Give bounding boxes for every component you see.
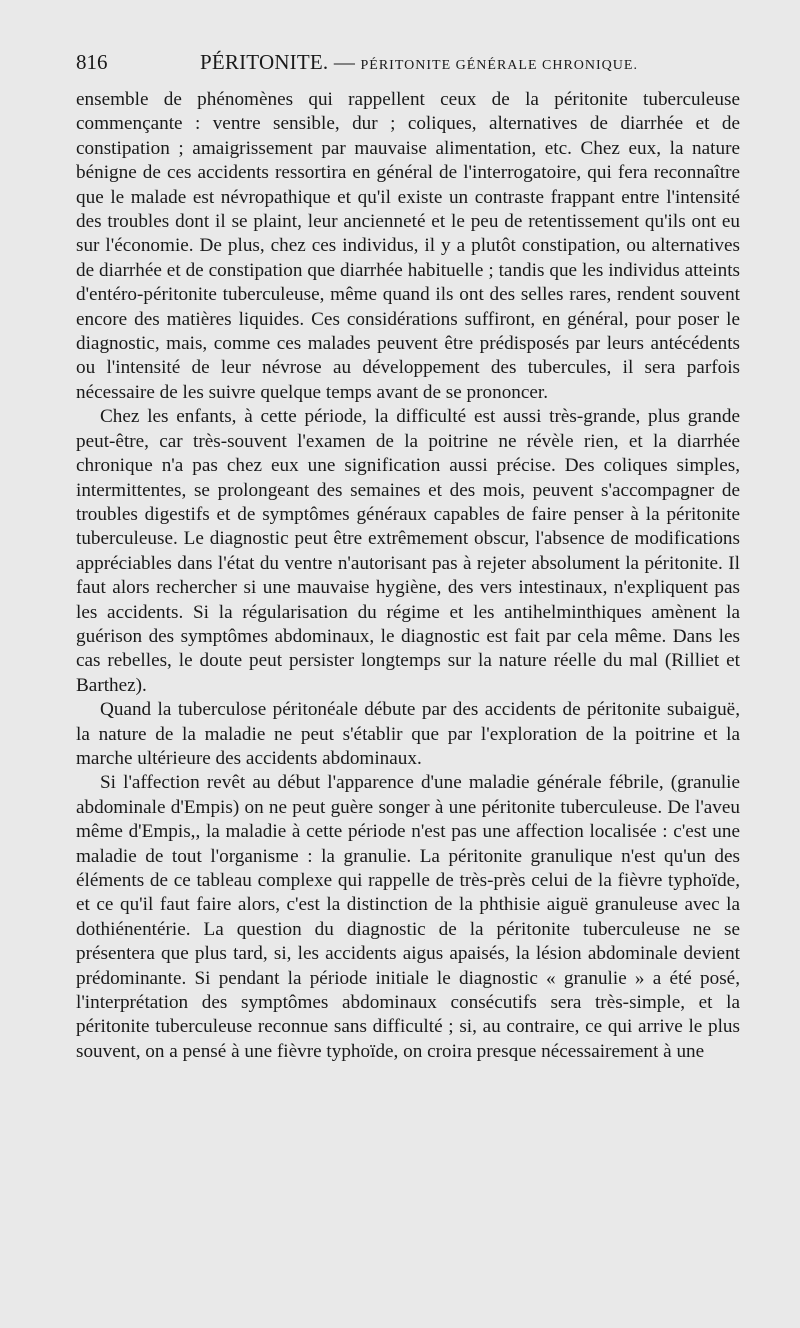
body-text xyxy=(76,88,740,1064)
paragraph-2: Chez les enfants, à cette période, la difficulté est aussi très-grande, plus grande peut-être, car très-souvent l'examen de la poitrine ne révèle rien, et la diarrhée chronique n'a pas chez eux une signification aussi précise. Des coliques simples, intermittentes, se prolongeant des semaines et des mois, peuvent s'accompagner de troubles digestifs et de symptômes généraux capables de faire penser à la péritonite tuberculeuse. Le diagnostic peut être extrêmement obscur, l'absence de modifications appréciables dans l'état du ventre n'autorisant pas à rejeter absolument la péritonite. Il faut alors rechercher si une mauvaise hygiène, des vers intestinaux, n'expliquent pas les accidents. Si la régularisation du régime et les antihelminthiques amènent la guérison des symptômes abdominaux, le diagnostic est fait par cela même. Dans les cas rebelles, le doute peut persister longtemps sur la nature réelle du mal (Rilliet et Barthez). xyxy=(76,406,740,696)
paragraph-3: Quand la tuberculose péritonéale débute par des accidents de péritonite subaiguë, la nature de la maladie ne peut s'établir que par l'exploration de la poitrine et la marche ultérieure des accidents abdominaux. xyxy=(76,699,740,769)
paragraph-4: Si l'affection revêt au début l'apparence d'une maladie générale fébrile, (granulie abdominale d'Empis) on ne peut guère songer à une péritonite tuberculeuse. De l'aveu même d'Empis,, la maladie à cette période n'est pas une affection localisée : c'est une maladie de tout l'organisme : la granulie. La péritonite granulique n'est qu'un des éléments de ce tableau complexe qui rappelle de très-près celui de la fièvre typhoïde, et ce qu'il faut faire alors, c'est la distinction de la phthisie aiguë granuleuse avec la dothiénentérie. La question du diagnostic de la péritonite tuberculeuse ne se présentera que plus tard, si, les accidents aigus apaisés, la lésion abdominale devient prédominante. Si pendant la période initiale le diagnostic « granulie » a été posé, l'interprétation des symptômes abdominaux consécutifs sera très-simple, et la péritonite tuberculeuse reconnue sans difficulté ; si, au contraire, ce qui arrive le plus souvent, on a pensé à une fièvre typhoïde, on croira presque nécessairement à une xyxy=(76,772,740,1062)
header-dash: — xyxy=(333,50,356,74)
header-title: PÉRITONITE. xyxy=(200,50,329,74)
paragraph-1: ensemble de phénomènes qui rappellent ceux de la péritonite tuberculeuse commençante : ventre sensible, dur ; coliques, alternatives de diarrhée et de constipation ; amaigrissement par mauvaise alimentation, etc. Chez eux, la nature bénigne de ces accidents ressortira en général de l'interrogatoire, qui fera reconnaître que le malade est névropathique et qu'il existe un contraste frappant entre l'intensité des troubles dont il se plaint, leur ancienneté et le peu de retentissement qu'ils ont eu sur l'économie. De plus, chez ces individus, il y a plutôt constipation, ou alternatives de diarrhée et de constipation que diarrhée habituelle ; tandis que les individus atteints d'entéro-péritonite tuberculeuse, même quand ils ont des selles rares, rendent souvent encore des matières liquides. Ces considérations suffiront, en général, pour poser le diagnostic, mais, comme ces malades peuvent être prédisposés par leurs antécédents ou l'intensité de leur névrose au développement des tubercules, il sera parfois nécessaire de les suivre quelque temps avant de se prononcer. xyxy=(76,89,740,403)
page-number: 816 xyxy=(76,50,108,74)
header-subtitle: PÉRITONITE GÉNÉRALE CHRONIQUE. xyxy=(360,58,638,73)
running-header xyxy=(76,50,740,82)
running-head xyxy=(200,50,638,75)
